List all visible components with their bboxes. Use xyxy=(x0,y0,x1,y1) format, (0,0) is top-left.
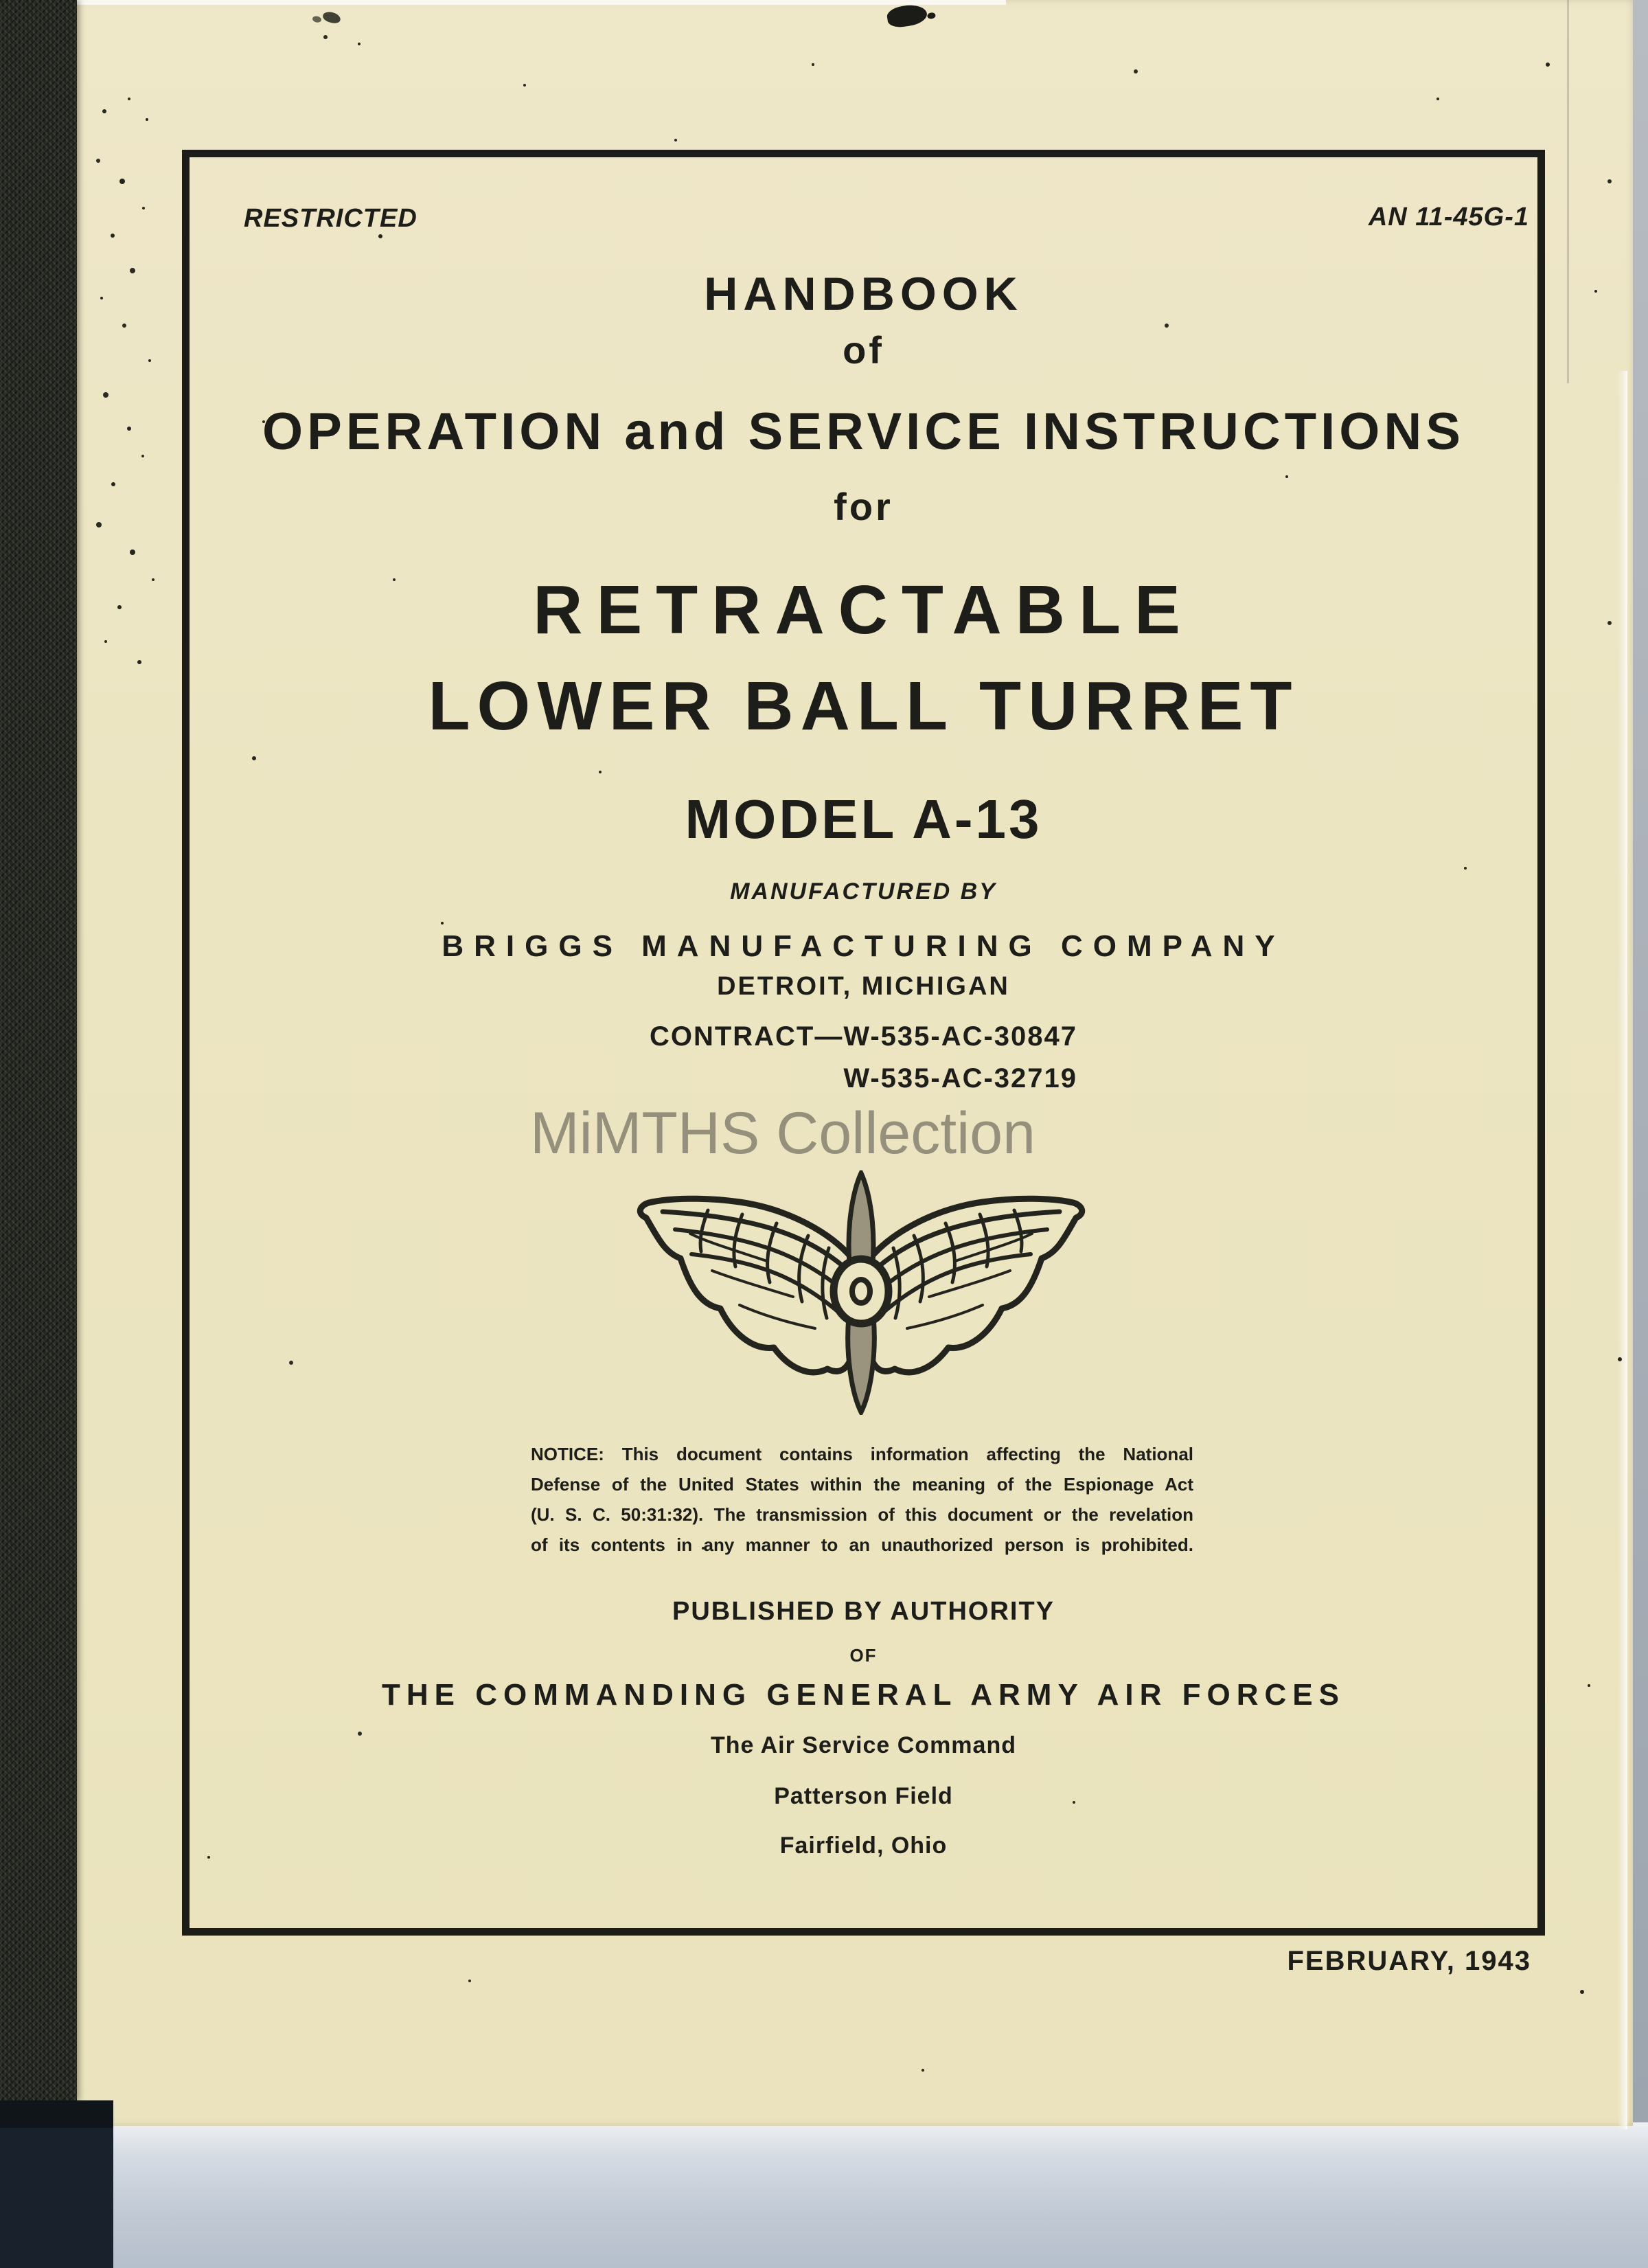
scanner-background-bottom xyxy=(0,2122,1648,2268)
binding-cloth-strip xyxy=(0,0,77,2100)
publication-date: FEBRUARY, 1943 xyxy=(1287,1946,1531,1976)
title-operation-service: OPERATION and SERVICE INSTRUCTIONS xyxy=(262,402,1465,461)
page-top-edge xyxy=(65,0,1006,5)
title-retractable: RETRACTABLE xyxy=(533,571,1194,648)
notice-line-4: of its contents in any manner to an unauthorized person is prohibited. xyxy=(531,1534,1193,1555)
notice-line-2: Defense of the United States within the meaning of the Espionage Act xyxy=(531,1474,1193,1495)
page-right-edge xyxy=(1618,371,1627,2129)
manufacturer-location: DETROIT, MICHIGAN xyxy=(717,972,1010,1001)
notice-line-1: NOTICE: This document contains information affecting the National xyxy=(531,1444,1193,1464)
notice-line-3: (U. S. C. 50:31:32). The transmission of this document or the revelation xyxy=(531,1504,1193,1525)
winged-propeller-emblem xyxy=(624,1170,1098,1415)
title-handbook: HANDBOOK xyxy=(704,268,1023,320)
classification-marking: RESTRICTED xyxy=(244,204,417,233)
patterson-field: Patterson Field xyxy=(774,1783,953,1809)
commanding-general: THE COMMANDING GENERAL ARMY AIR FORCES xyxy=(382,1678,1345,1712)
page-crease xyxy=(1567,0,1569,383)
contract-block xyxy=(190,1016,1537,1100)
authority-of: OF xyxy=(849,1645,878,1666)
manufacturer-name: BRIGGS MANUFACTURING COMPANY xyxy=(442,929,1285,963)
air-service-command: The Air Service Command xyxy=(711,1732,1016,1758)
title-of: of xyxy=(843,328,884,372)
fairfield-ohio: Fairfield, Ohio xyxy=(779,1833,948,1859)
collection-watermark: MiMTHS Collection xyxy=(530,1100,1035,1166)
title-for: for xyxy=(834,485,893,528)
published-by-authority: PUBLISHED BY AUTHORITY xyxy=(672,1597,1055,1626)
contract-number-1: CONTRACT—W-535-AC-30847 xyxy=(649,1021,1078,1052)
title-lower-ball-turret: LOWER BALL TURRET xyxy=(428,668,1299,745)
dust-specks xyxy=(0,0,3,3)
espionage-notice xyxy=(531,1439,1193,1560)
title-model: MODEL A-13 xyxy=(685,789,1042,850)
printed-border-box xyxy=(182,150,1545,1936)
contract-number-2: W-535-AC-32719 xyxy=(843,1063,1078,1093)
manufactured-by-label: MANUFACTURED BY xyxy=(730,878,997,905)
document-number: AN 11-45G-1 xyxy=(1368,203,1529,231)
binding-foot xyxy=(0,2100,113,2128)
